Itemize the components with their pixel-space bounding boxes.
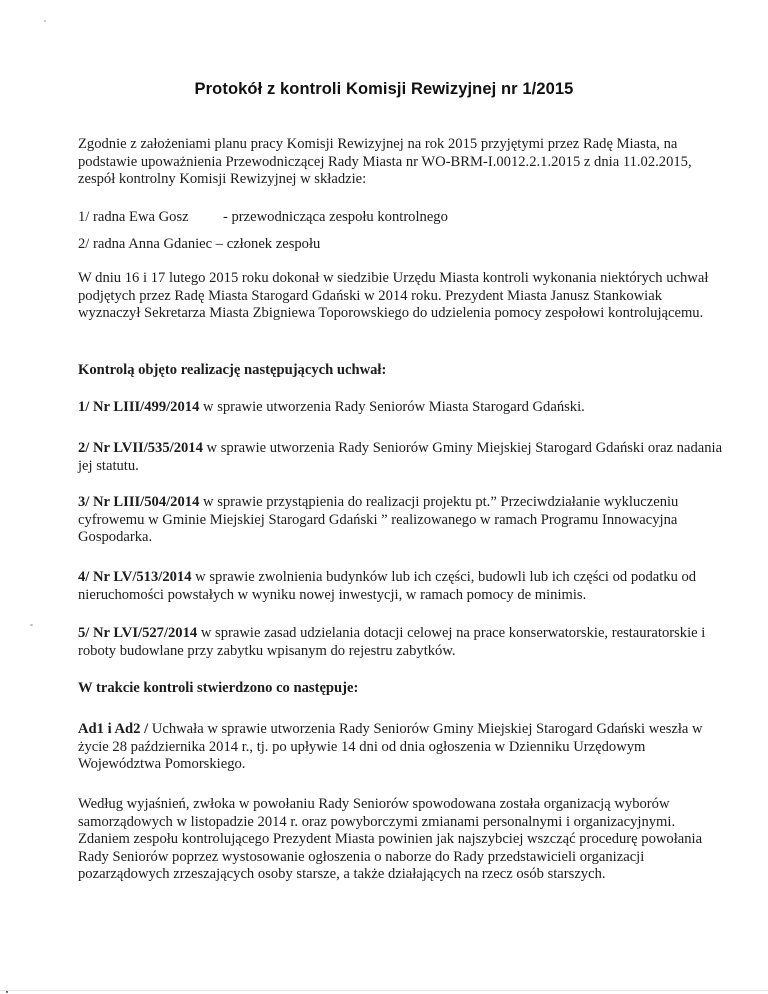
resolution-number: 5/ Nr LVI/527/2014 [78,625,198,641]
resolution-text: w sprawie zwolnienia budynków lub ich części, budowli lub ich części od podatku od nieruchomości powstałych w wyniku nowej inwestycji, w ramach pomocy de minimis. [78,569,697,603]
scan-edge-line [0,990,768,991]
member-row-1 [78,209,448,227]
finding-number: Ad1 i Ad2 / [78,721,149,737]
resolution-item [78,494,723,547]
resolution-text: w sprawie zasad udzielania dotacji celowej na prace konserwatorskie, restauratorskie i roboty budowlane przy zabytku wpisanym do rejestru zabytków. [78,625,706,659]
resolution-item [78,569,723,604]
member-row-2 [78,236,320,254]
findings-heading: W trakcie kontroli stwierdzono co następuje: [78,680,359,696]
resolutions-heading: Kontrolą objęto realizację następujących uchwał: [78,362,387,378]
resolution-item [78,440,723,475]
document-title: Protokół z kontroli Komisji Rewizyjnej nr 1/2015 [194,80,574,98]
scan-speck [44,20,46,22]
intro-paragraph: Zgodnie z założeniami planu pracy Komisji Rewizyjnej na rok 2015 przyjętymi przez Radę Miasta, na podstawie upoważnienia Przewodniczącej Rady Miasta nr WO-BRM-I.0012.2.1.2015 z dnia 11.02.2015, zespół kontrolny Komisji Rewizyjnej w składzie: [78,136,692,188]
resolution-number: 2/ Nr LVII/535/2014 [78,440,203,456]
finding-text: Według wyjaśnień, zwłoka w powołaniu Rady Seniorów spowodowana została organizacją wyborów samorządowych w listopadzie 2014 r. oraz powyborczymi zmianami personalnymi i organizacyjnymi. Zdaniem zespołu kontrolującego Prezydent Miasta powinien jak najszybciej wszcząć procedurę powołania Rady Seniorów poprzez wystosowanie ogłoszenia o naborze do Rady przedstawicieli organizacji pozarządowych zrzeszających osoby starsze, a także działających na rzecz osób starszych. [78,796,703,883]
scan-speck [30,624,33,626]
resolution-number: 1/ Nr LIII/499/2014 [78,399,200,415]
control-paragraph: W dniu 16 i 17 lutego 2015 roku dokonał w siedzibie Urzędu Miasta kontroli wykonania niektórych uchwał podjętych przez Radę Miasta Starogard Gdański w 2014 roku. Prezydent Miasta Janusz Stankowiak wyznaczył Sekretarza Miasta Zbigniewa Toporowskiego do udzielenia pomocy zespołowi kontrolującemu. [78,270,709,322]
resolution-item [78,399,723,417]
member-role: - przewodnicząca zespołu kontrolnego [223,209,448,225]
resolution-text: w sprawie utworzenia Rady Seniorów Gminy Miejskiej Starogard Gdański oraz nadania jej statutu. [78,440,723,474]
resolution-text: w sprawie utworzenia Rady Seniorów Miasta Starogard Gdański. [199,399,585,415]
resolution-number: 4/ Nr LV/513/2014 [78,569,192,585]
finding-text: Uchwała w sprawie utworzenia Rady Seniorów Gminy Miejskiej Starogard Gdański weszła w życie 28 października 2014 r., tj. po upływie 14 dni od dnia ogłoszenia w Dzienniku Urzędowym Województwa Pomorskiego. [78,721,703,773]
resolution-text: w sprawie przystąpienia do realizacji projektu pt.” Przeciwdziałanie wykluczeniu cyfrowemu w Gminie Miejskiej Starogard Gdański ” realizowanego w ramach Programu Innowacyjna Gospodarka. [78,494,679,546]
member-name: 1/ radna Ewa Gosz [78,209,189,225]
finding-paragraph [78,721,723,774]
resolution-item [78,625,723,660]
member-name: 2/ radna Anna Gdaniec – członek zespołu [78,236,321,252]
finding-paragraph [78,796,723,884]
resolution-number: 3/ Nr LIII/504/2014 [78,494,200,510]
